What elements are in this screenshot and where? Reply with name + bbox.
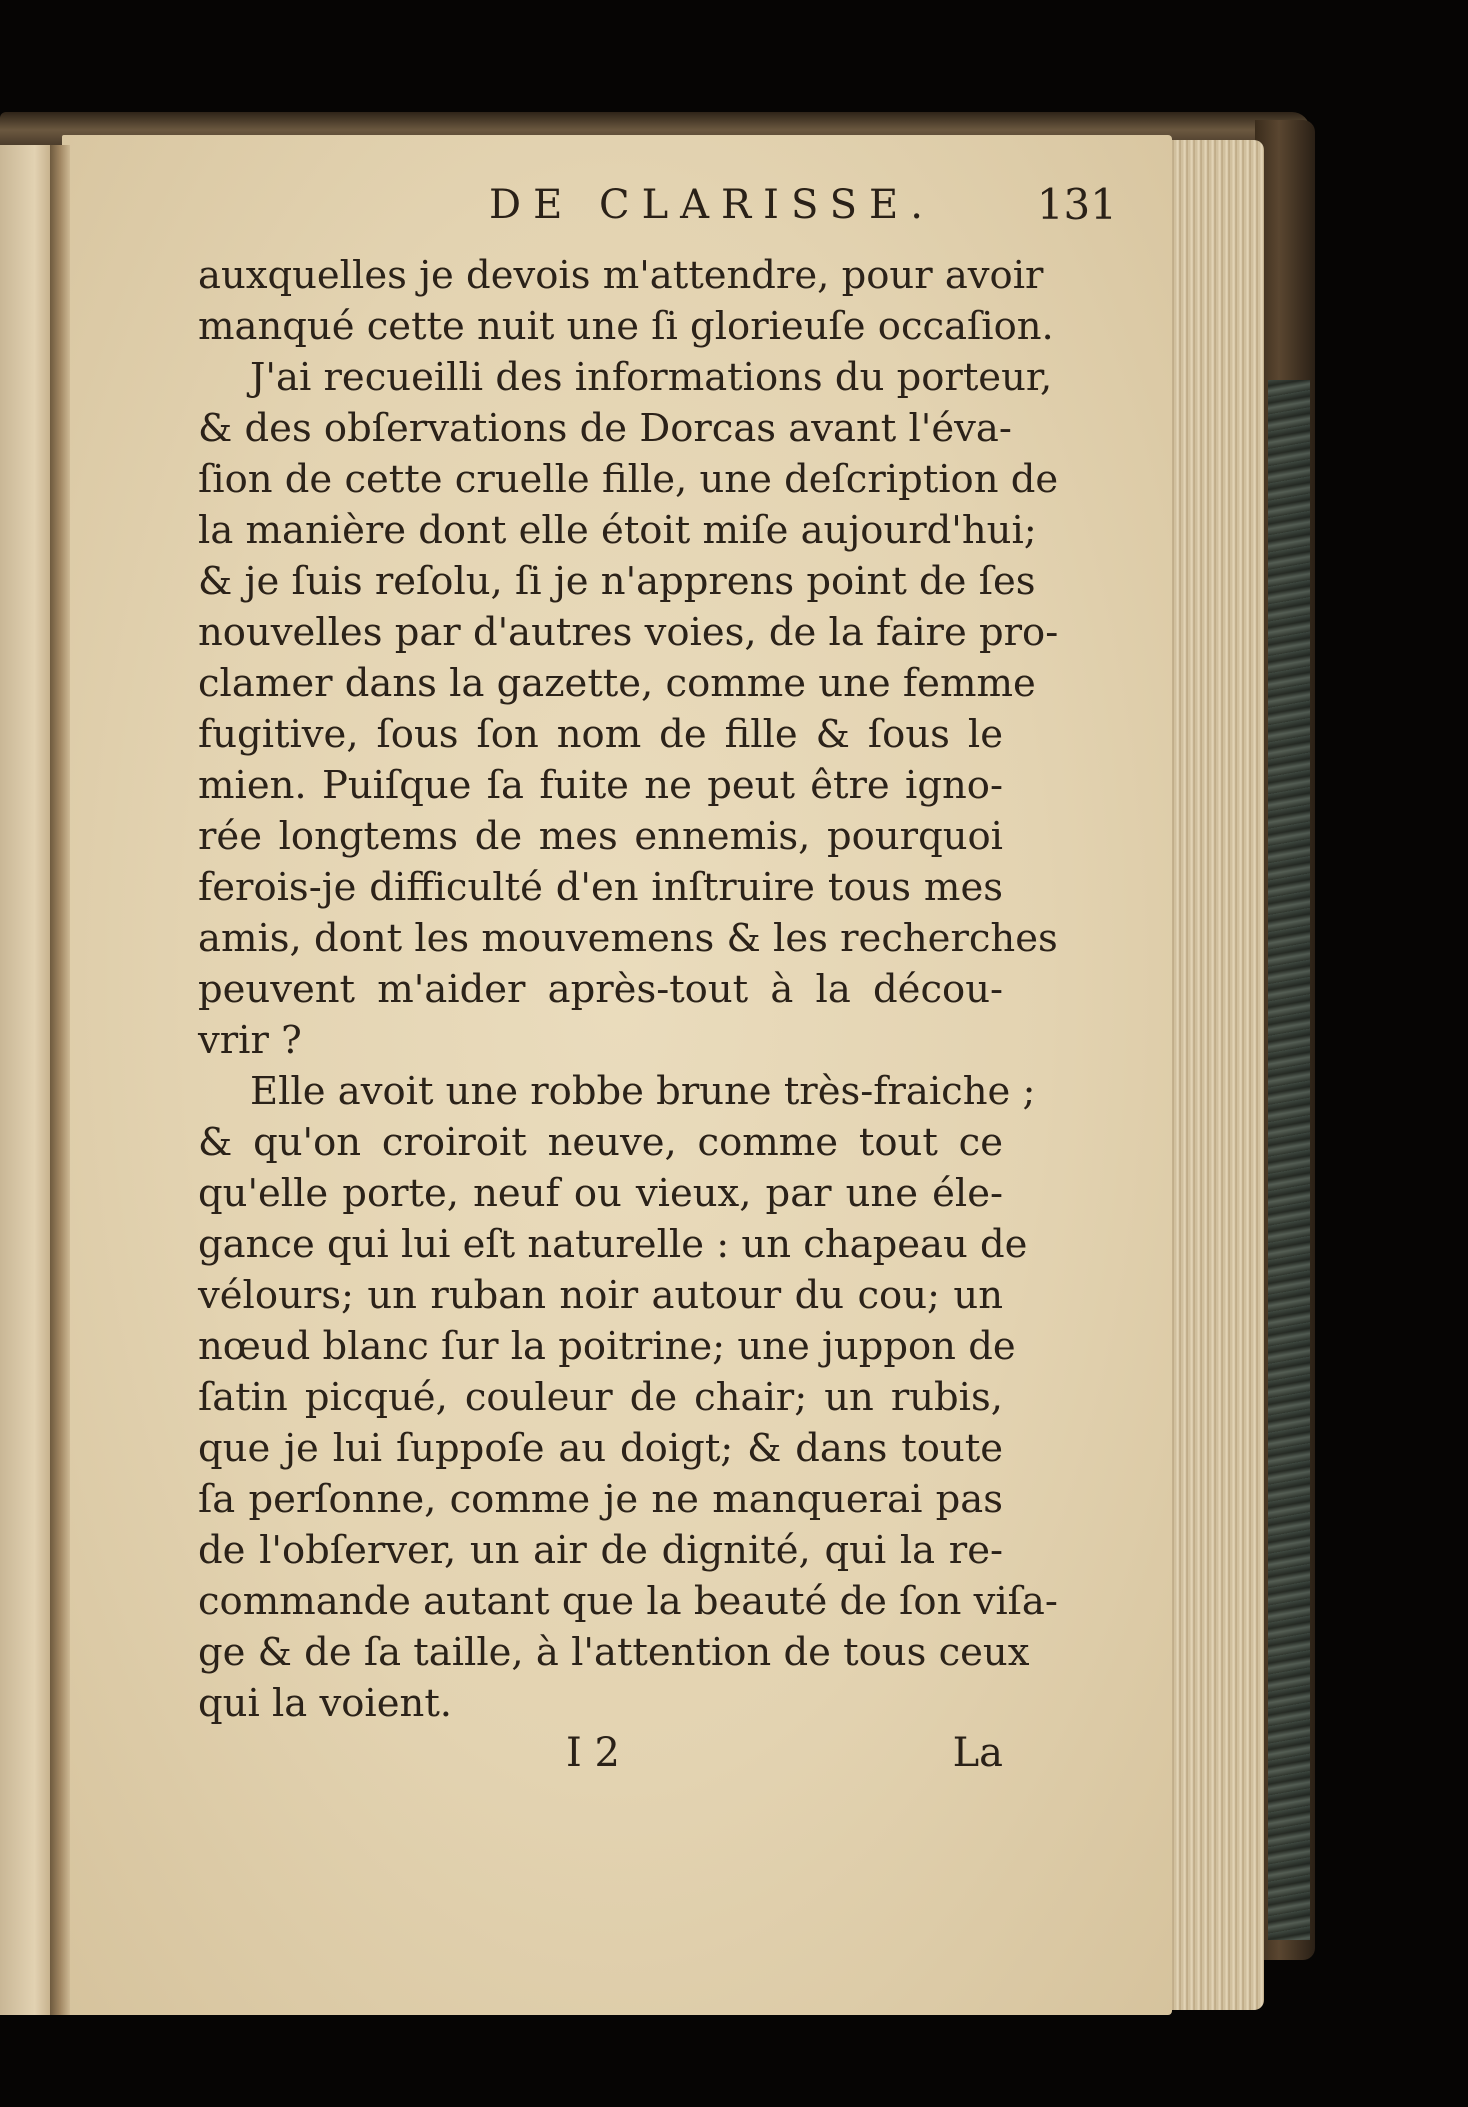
- text-line: que je lui ſuppoſe au doigt; & dans toute: [198, 1426, 1003, 1471]
- text-line: vrir ?: [198, 1018, 302, 1063]
- text-line: & je ſuis reſolu, ſi je n'apprens point de ſes: [198, 559, 1036, 604]
- text-line: gance qui lui eſt naturelle : un chapeau de: [198, 1222, 1028, 1267]
- text-line: J'ai recueilli des informations du porteur,: [250, 355, 1053, 400]
- text-line: qui la voient.: [198, 1681, 453, 1726]
- text-line: clamer dans la gazette, comme une femme: [198, 661, 1036, 706]
- page-gutter: [50, 145, 70, 2015]
- text-line: nœud blanc ſur la poitrine; une juppon de: [198, 1324, 1016, 1369]
- page-header: [62, 180, 1172, 240]
- text-line: vélours; un ruban noir autour du cou; un: [198, 1273, 1003, 1318]
- text-line: ferois-je difficulté d'en inſtruire tous mes: [198, 865, 1003, 910]
- page-edges: [1168, 140, 1264, 2010]
- text-line: manqué cette nuit une ſi glorieuſe occaſion.: [198, 304, 1054, 349]
- text-line: ge & de ſa taille, à l'attention de tous ceux: [198, 1630, 1030, 1675]
- body-text: [198, 250, 1059, 1729]
- signature-mark: I 2: [566, 1730, 620, 1776]
- text-line: commande autant que la beauté de ſon viſa-: [198, 1579, 1058, 1624]
- text-line: mien. Puiſque ſa fuite ne peut être igno-: [198, 763, 1003, 808]
- text-line: ſion de cette cruelle fille, une deſcription de: [198, 457, 1059, 502]
- page-footer: [198, 1730, 1003, 1790]
- text-line: Elle avoit une robbe brune très-fraiche ;: [250, 1069, 1036, 1114]
- marbled-cover: [1268, 380, 1310, 1940]
- text-line: rée longtems de mes ennemis, pourquoi: [198, 814, 1003, 859]
- text-line: & qu'on croiroit neuve, comme tout ce: [198, 1120, 1003, 1165]
- text-line: la manière dont elle étoit miſe aujourd'hui;: [198, 508, 1037, 553]
- text-line: peuvent m'aider après-tout à la décou-: [198, 967, 1003, 1012]
- text-line: auxquelles je devois m'attendre, pour avoir: [198, 253, 1044, 298]
- text-line: amis, dont les mouvemens & les recherches: [198, 916, 1058, 961]
- text-line: qu'elle porte, neuf ou vieux, par une éle-: [198, 1171, 1003, 1216]
- running-head: DE CLARISSE.: [489, 182, 935, 228]
- text-line: fugitive, ſous ſon nom de fille & ſous le: [198, 712, 1003, 757]
- text-line: ſatin picqué, couleur de chair; un rubis,: [198, 1375, 1003, 1420]
- text-line: & des obſervations de Dorcas avant l'éva-: [198, 406, 1012, 451]
- catchword: La: [952, 1730, 1003, 1776]
- text-line: de l'obſerver, un air de dignité, qui la re-: [198, 1528, 1003, 1573]
- text-line: ſa perſonne, comme je ne manquerai pas: [198, 1477, 1003, 1522]
- page-number: 131: [1036, 180, 1117, 229]
- text-line: nouvelles par d'autres voies, de la faire pro-: [198, 610, 1059, 655]
